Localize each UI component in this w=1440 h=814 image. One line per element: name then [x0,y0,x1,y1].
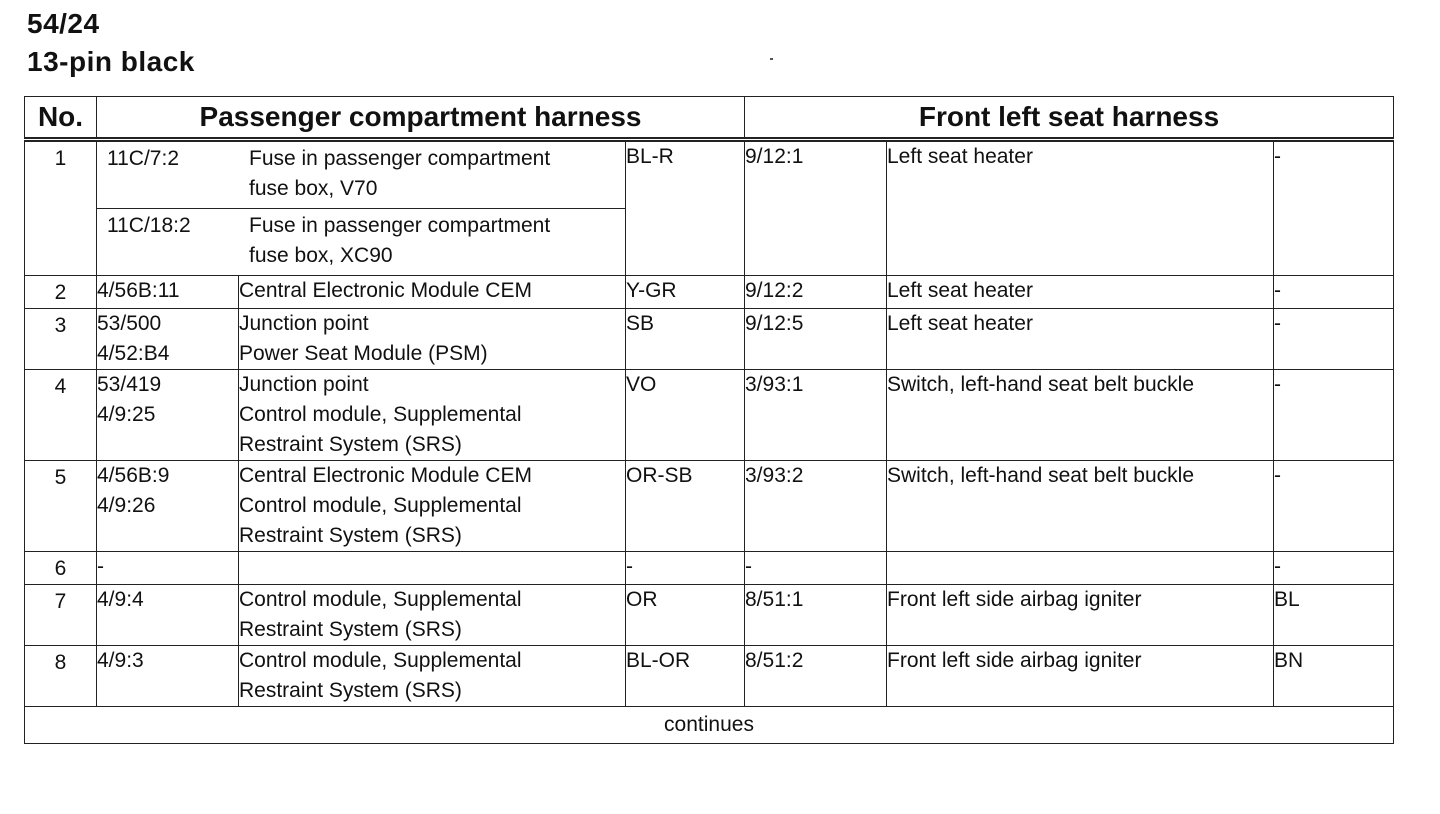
pc-ref: 4/56B:9 4/9:26 [97,461,239,552]
pin-number: 5 [25,461,97,552]
seat-desc [887,552,1274,585]
pc-color: OR-SB [626,461,745,552]
pin-number: 6 [25,552,97,585]
pc-ref: 4/9:4 [97,585,239,646]
seat-desc: Front left side airbag igniter [887,585,1274,646]
pc-ref: 4/9:3 [97,646,239,707]
pin-number: 4 [25,370,97,461]
pin-number: 8 [25,646,97,707]
seat-desc: Front left side airbag igniter [887,646,1274,707]
seat-color: - [1274,461,1394,552]
seat-ref: 9/12:1 [745,140,887,276]
seat-color: - [1274,309,1394,370]
pc-color: SB [626,309,745,370]
table-row [25,552,1394,585]
pc-color: VO [626,370,745,461]
pc-ref: 4/56B:11 [97,276,239,309]
pc-color: OR [626,585,745,646]
header-passenger-harness: Passenger compartment harness [97,97,745,140]
seat-ref: 8/51:1 [745,585,887,646]
pc-desc: Junction point Control module, Supplemental Restraint System (SRS) [239,370,626,461]
pc-ref: - [97,552,239,585]
seat-color: - [1274,276,1394,309]
footer-row [25,707,1394,744]
pc-color: BL-OR [626,646,745,707]
pc-ref: 11C/7:2 [107,147,179,170]
header-row [25,97,1394,140]
table-row [25,646,1394,707]
continues-label: continues [25,707,1394,744]
pc-desc: Control module, Supplemental Restraint System (SRS) [239,646,626,707]
table-row [25,585,1394,646]
seat-color: - [1274,552,1394,585]
header-seat-harness: Front left seat harness [745,97,1394,140]
table-row [25,140,1394,276]
seat-color: - [1274,370,1394,461]
seat-desc: Switch, left-hand seat belt buckle [887,370,1274,461]
table-row [25,370,1394,461]
connector-id: 54/24 [27,8,100,39]
seat-desc: Left seat heater [887,276,1274,309]
pc-split-cell [97,140,626,276]
pin-number: 2 [25,276,97,309]
seat-color: BL [1274,585,1394,646]
pin-number: 3 [25,309,97,370]
pc-ref: 53/419 4/9:25 [97,370,239,461]
pin-number: 7 [25,585,97,646]
connector-description: 13-pin black [27,46,195,77]
seat-ref: 9/12:2 [745,276,887,309]
pin-number: 1 [25,140,97,276]
seat-color: BN [1274,646,1394,707]
pc-desc: Fuse in passenger compartment fuse box, XC90 [239,209,625,276]
pc-color: BL-R [626,140,745,276]
table-row [25,309,1394,370]
seat-desc: Left seat heater [887,309,1274,370]
pc-desc [239,552,626,585]
pc-desc: Central Electronic Module CEM Control module, Supplemental Restraint System (SRS) [239,461,626,552]
seat-ref: 3/93:1 [745,370,887,461]
pc-desc: Central Electronic Module CEM [239,276,626,309]
scan-speck [770,58,773,60]
pin-table [24,96,1394,744]
seat-ref: 8/51:2 [745,646,887,707]
pc-color: Y-GR [626,276,745,309]
pc-desc: Junction point Power Seat Module (PSM) [239,309,626,370]
table-row [25,461,1394,552]
pc-desc: Control module, Supplemental Restraint System (SRS) [239,585,626,646]
header-no: No. [25,97,97,140]
pc-desc: Fuse in passenger compartment fuse box, V70 [249,147,551,200]
pc-color: - [626,552,745,585]
pc-ref: 11C/18:2 [97,209,239,276]
seat-ref: 9/12:5 [745,309,887,370]
pc-ref: 53/500 4/52:B4 [97,309,239,370]
seat-ref: - [745,552,887,585]
seat-desc: Left seat heater [887,140,1274,276]
seat-color: - [1274,140,1394,276]
table-row [25,276,1394,309]
seat-desc: Switch, left-hand seat belt buckle [887,461,1274,552]
seat-ref: 3/93:2 [745,461,887,552]
